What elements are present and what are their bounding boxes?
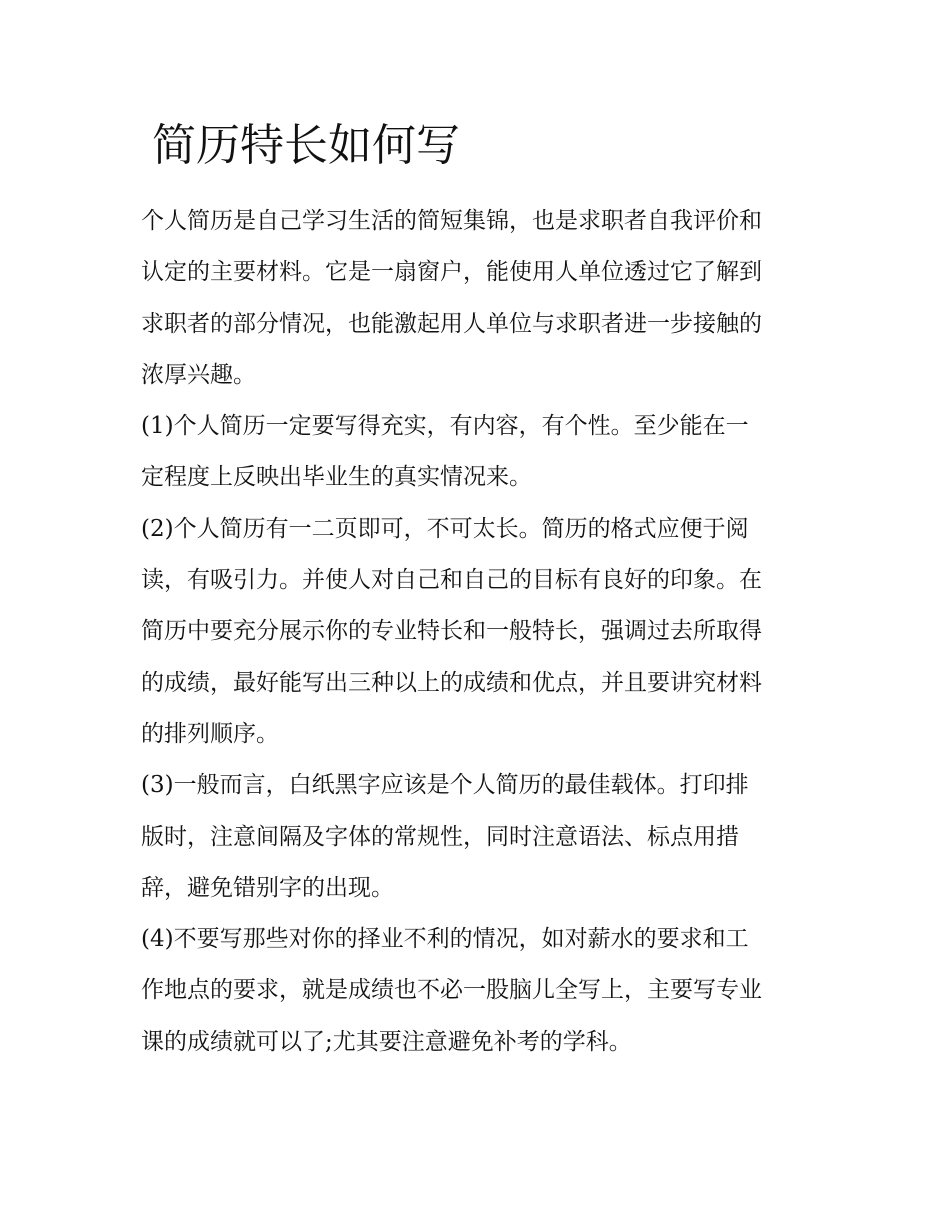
text-line: (3)一般而言，白纸黑字应该是个人简历的最佳载体。打印排	[141, 772, 749, 799]
text-line: 个人简历是自己学习生活的简短集锦，也是求职者自我评价和	[141, 208, 762, 234]
text-line: 求职者的部分情况，也能激起用人单位与求职者进一步接触的	[141, 310, 762, 337]
text-line: 辞，避免错别字的出现。	[141, 874, 394, 901]
document-title: 简历特长如何写	[152, 120, 460, 171]
text-line: 的成绩，最好能写出三种以上的成绩和优点，并且要讲究材料	[141, 669, 762, 696]
text-line: 的排列顺序。	[141, 720, 279, 747]
text-line: 版时，注意间隔及字体的常规性，同时注意语法、标点用措	[141, 823, 739, 850]
text-line: 读，有吸引力。并使人对自己和自己的目标有良好的印象。在	[141, 567, 762, 594]
text-line: 浓厚兴趣。	[141, 361, 256, 388]
text-line: 认定的主要材料。它是一扇窗户，能使用人单位透过它了解到	[141, 259, 762, 286]
text-line: 课的成绩就可以了;尤其要注意避免补考的学科。	[141, 1028, 632, 1055]
text-line: (1)个人简历一定要写得充实，有内容，有个性。至少能在一	[141, 413, 749, 440]
text-line: (4)不要写那些对你的择业不利的情况，如对薪水的要求和工	[141, 926, 749, 953]
text-line: 简历中要充分展示你的专业特长和一般特长，强调过去所取得	[141, 618, 762, 645]
text-line: (2)个人简历有一二页即可，不可太长。简历的格式应便于阅	[141, 515, 749, 542]
text-line: 作地点的要求，就是成绩也不必一股脑儿全写上，主要写专业	[141, 977, 762, 1004]
document-body	[141, 196, 831, 1068]
text-line: 定程度上反映出毕业生的真实情况来。	[141, 464, 532, 491]
